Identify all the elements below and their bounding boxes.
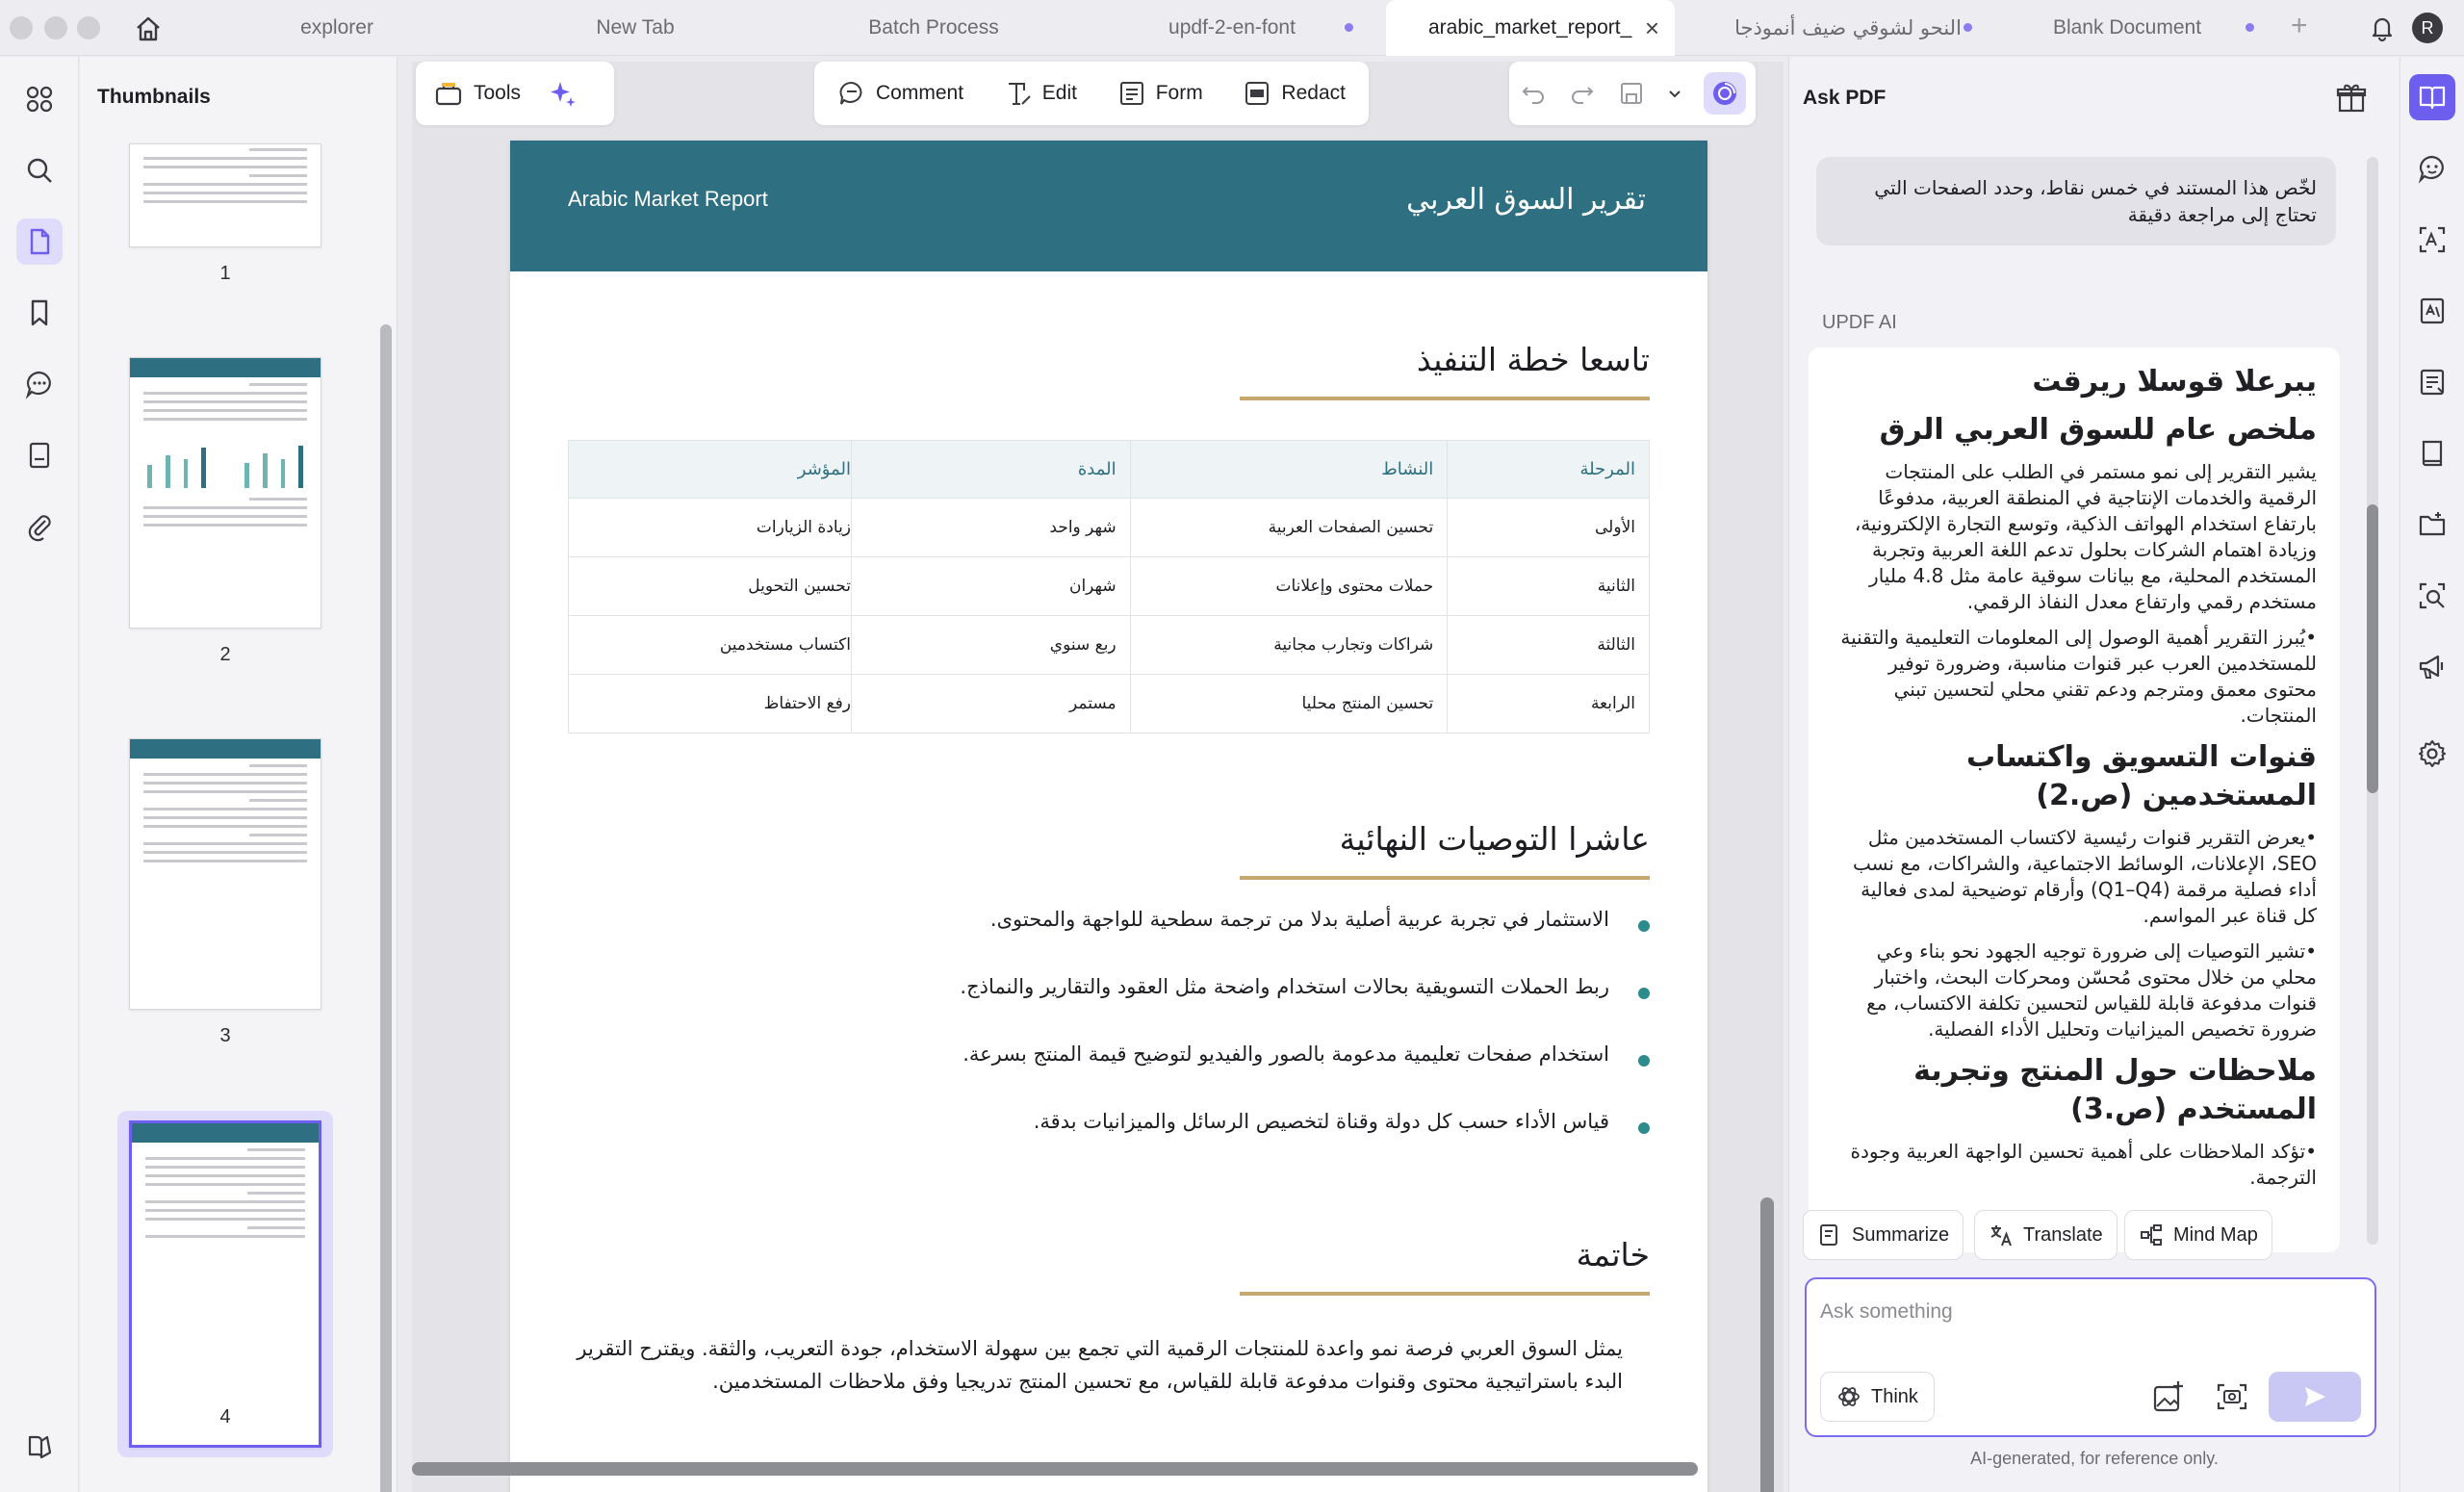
table-cell [569, 616, 852, 675]
left-tool-rail [0, 57, 79, 1492]
table-cell-text: زيادة الزيارات [756, 518, 852, 537]
list-item-text: استخدام صفحات تعليمية مدعومة بالصور والفيديو لتوضيح قيمة المنتج بسرعة. [962, 1042, 1609, 1066]
page-number-label: 4 [219, 1406, 231, 1428]
sparkle-icon [548, 78, 578, 109]
toolbox-icon [433, 78, 464, 109]
table-cell: شهر واحد [852, 499, 1131, 557]
ocr-icon [2417, 224, 2448, 255]
tab-label: arabic_market_report_ [1428, 16, 1632, 39]
scrollbar-thumb[interactable] [412, 1462, 1698, 1476]
close-tab-icon[interactable]: × [1644, 13, 1659, 42]
conclusion-paragraph: يمثل السوق العربي فرصة نمو واعدة للمنتجات الرقمية التي تجمع بين سهولة الاستخدام، جودة التعريب، والثقة. ويقترح التقرير البدء باستراتيجية محتوى وقنوات مدفوعة قابلة للقياس، مع تحسين المنتج تدريجيا وفق ملاحظات المستخدمين. [577, 1337, 1623, 1393]
summarize-icon [1817, 1222, 1842, 1248]
table-cell [569, 557, 852, 616]
heading-rule [1240, 1292, 1650, 1296]
gift-icon[interactable] [2334, 80, 2369, 115]
table-header-text: المؤشر [797, 459, 852, 479]
unsaved-dot-icon [1345, 23, 1353, 32]
thumbnails-button[interactable] [16, 219, 63, 265]
table-cell: الثالثة [1448, 616, 1650, 675]
table-header-cell: المرحلة [1448, 441, 1650, 499]
scan-search-icon [2417, 580, 2448, 611]
convert-button[interactable] [2409, 288, 2455, 334]
window-zoom-control[interactable] [77, 16, 100, 39]
response-paragraph: •تؤكد الملاحظات على أهمية تحسين الواجهة العربية وجودة الترجمة. [1850, 1140, 2317, 1189]
bullet-icon [1638, 988, 1650, 999]
thumbnails-panel [80, 57, 398, 1492]
form-icon [1117, 79, 1146, 108]
page-thumbnail-2[interactable] [129, 357, 321, 629]
tab-blank-document[interactable] [2031, 0, 2223, 56]
history-toolbar [1509, 62, 1756, 125]
ai-sender-label: UPDF AI [1822, 312, 1897, 333]
section-heading: خاتمة [1576, 1236, 1650, 1273]
right-tool-rail [2400, 57, 2464, 1492]
table-cell: تحسين الصفحات العربية [1130, 499, 1448, 557]
tools-label: Tools [474, 82, 522, 104]
list-item [880, 1020, 1650, 1088]
comment-icon [24, 369, 55, 399]
translate-label: Translate [2023, 1223, 2103, 1246]
heading-rule [1240, 876, 1650, 880]
window-close-control[interactable] [10, 16, 33, 39]
implementation-plan-table [568, 440, 1650, 733]
ask-input[interactable] [1820, 1293, 2359, 1331]
response-heading: يبرعلا قوسلا ريرقت [2032, 365, 2317, 399]
mind-map-icon [2139, 1222, 2164, 1248]
response-paragraph: •تشير التوصيات إلى ضرورة توجيه الجهود نحو بناء وعي محلي من خلال محتوى مُحسّن ومحركات البحث، واختبار قنوات مدفوعة قابلة للقياس لتحسين تكلفة الاكتساب، مع ضرورة تخصيص الميزانيات وتحليل الأداء الفصلية. [1866, 939, 2317, 1041]
response-paragraph: •يعرض التقرير قنوات رئيسية لاكتساب المستخدمين مثل SEO، الإعلانات، الوسائط الاجتماعية، والشراكات، مع نسب أداء فصلية مرقمة (Q1–Q4) وأرقام توضيحية لمدى فعالية كل قناة عبر المواسم. [1852, 826, 2317, 927]
bookmarks-button[interactable] [16, 290, 63, 336]
mind-map-label: Mind Map [2173, 1223, 2258, 1246]
ai-sparkle-button[interactable] [538, 78, 588, 109]
redact-button[interactable] [1225, 79, 1363, 108]
search-button[interactable] [16, 147, 63, 193]
window-minimize-control[interactable] [44, 16, 67, 39]
table-row [569, 557, 1650, 616]
section-heading: تاسعا خطة التنفيذ [1416, 341, 1650, 378]
tab-label: Batch Process [868, 16, 999, 39]
bullet-icon [1638, 920, 1650, 932]
list-item [880, 953, 1650, 1020]
scrollbar-thumb[interactable] [2367, 504, 2378, 793]
panel-title: Ask PDF [1803, 87, 1886, 109]
home-button[interactable] [129, 12, 167, 46]
form-button[interactable] [1100, 79, 1220, 108]
compress-button[interactable] [2409, 502, 2455, 548]
pages-icon [24, 226, 55, 257]
table-cell-text: رفع الاحتفاظ [763, 694, 852, 713]
table-cell [569, 499, 852, 557]
response-paragraph: •يُبرز التقرير أهمية الوصول إلى المعلومات التعليمية والتقنية للمستخدمين العرب عبر قنوات مناسبة، وضرورة توفير محتوى معمق ومترجم ودعم تقني محلي لتحسين تبني المنتجات. [1840, 626, 2317, 727]
ocr-button[interactable] [2409, 217, 2455, 263]
tab-bar [0, 0, 2464, 56]
tab-label: explorer [300, 16, 373, 39]
tab-label: Blank Document [2052, 16, 2202, 39]
report-title-arabic: تقرير السوق العربي [1406, 183, 1646, 217]
page-thumbnail-1[interactable] [129, 143, 321, 247]
ask-pdf-panel [1788, 57, 2399, 1492]
document-vertical-scrollbar[interactable] [1760, 139, 1774, 1492]
ai-chat-button[interactable] [2409, 145, 2455, 192]
think-label: Think [1871, 1385, 1918, 1407]
summarize-button[interactable] [1803, 1210, 1964, 1260]
response-paragraph: يشير التقرير إلى نمو مستمر في الطلب على المنتجات الرقمية والخدمات الإنتاجية في المنطقة العربية، مدفوعًا بارتفاع استخدام الهواتف الذكية، وتوسع التجارة الإلكترونية، وزيادة اهتمام الشركات بحلول تدعم اللغة العربية وتجربة المستخدم المحلية، مع بيانات سوقية عامة مثل 4.8 مليار مستخدم رقمي وارتفاع معدل النفاذ الرقمي. [1854, 460, 2317, 613]
edit-button[interactable] [987, 79, 1094, 108]
page-number-label: 1 [219, 263, 231, 284]
edit-modes-toolbar [814, 62, 1369, 125]
home-icon [133, 13, 164, 44]
comment-icon [837, 79, 866, 108]
table-row [569, 675, 1650, 733]
tab-label: updf-2-en-font [1168, 16, 1296, 39]
ask-pdf-button[interactable] [2409, 74, 2455, 120]
mind-map-button[interactable] [2124, 1210, 2272, 1260]
unsaved-dot-icon [1964, 23, 1972, 32]
pdf-page [510, 141, 1707, 1492]
table-row [569, 616, 1650, 675]
page-thumbnail-4[interactable] [129, 1120, 321, 1448]
organize-icon [2417, 367, 2448, 398]
send-button[interactable] [2269, 1372, 2361, 1422]
table-cell: شهران [852, 557, 1131, 616]
translate-icon [1989, 1222, 2014, 1248]
megaphone-icon [2417, 652, 2448, 682]
edit-label: Edit [1041, 82, 1077, 104]
chevron-down-icon[interactable] [1666, 85, 1683, 102]
think-toggle-button[interactable] [1820, 1372, 1935, 1422]
response-heading: قنوات التسويق واكتساب المستخدمين (ص.2) [1965, 740, 2317, 812]
recommendations-list [880, 886, 1650, 1155]
edit-text-icon [1004, 79, 1033, 108]
book-open-icon [24, 1431, 55, 1462]
list-item-text: الاستثمار في تجربة عربية أصلية بدلا من ترجمة سطحية للواجهة والمحتوى. [989, 908, 1609, 931]
heading-rule [1240, 397, 1650, 400]
apps-grid-button[interactable] [16, 76, 63, 122]
tab-arabic-market-report[interactable] [1386, 0, 1675, 56]
ai-response [1809, 347, 2340, 1252]
section-heading: عاشرا التوصيات النهائية [1339, 820, 1650, 858]
ai-assistant-icon[interactable] [1704, 72, 1746, 115]
redo-icon[interactable] [1568, 79, 1597, 108]
unsaved-dot-icon [2246, 23, 2254, 32]
report-header-band [510, 141, 1707, 271]
tab-arabic-grammar[interactable] [1713, 0, 1983, 56]
tab-label: New Tab [596, 16, 675, 39]
thumbnails-scrollbar[interactable] [380, 324, 392, 1492]
list-item-text: قياس الأداء حسب كل دولة وقناة لتخصيص الرسائل والميزانيات بدقة. [1033, 1110, 1609, 1133]
table-header-cell: المدة [852, 441, 1131, 499]
table-cell: شراكات وتجارب مجانية [1130, 616, 1448, 675]
save-icon[interactable] [1617, 79, 1646, 108]
table-cell: الثانية [1448, 557, 1650, 616]
convert-icon [2417, 296, 2448, 326]
page-tools-button[interactable] [16, 432, 63, 478]
chatbot-icon [2417, 153, 2448, 184]
table-cell [569, 675, 852, 733]
form-label: Form [1155, 82, 1203, 104]
table-cell: ربع سنوي [852, 616, 1131, 675]
sidebar-toggle-button[interactable] [16, 1424, 63, 1470]
redact-icon [1243, 79, 1271, 108]
document-viewer [412, 62, 1784, 1492]
page-thumbnail-3[interactable] [129, 738, 321, 1010]
document-icon [24, 440, 55, 471]
send-icon [2301, 1383, 2328, 1410]
organize-button[interactable] [2409, 359, 2455, 405]
thumbnails-title: Thumbnails [97, 86, 211, 108]
table-row [569, 499, 1650, 557]
scan-search-button[interactable] [2409, 573, 2455, 619]
response-heading: ملاحظات حول المنتج وتجربة المستخدم (ص.3) [1913, 1054, 2317, 1126]
add-image-icon[interactable] [2151, 1379, 2186, 1414]
atom-icon [1836, 1384, 1861, 1409]
response-heading: ملخص عام للسوق العربي الرق [1879, 413, 2317, 447]
tab-explorer[interactable] [241, 0, 433, 56]
grid-icon [24, 84, 55, 115]
bullet-icon [1638, 1055, 1650, 1067]
table-cell: تحسين المنتج محليا [1130, 675, 1448, 733]
tab-batch-process[interactable] [837, 0, 1030, 56]
scrollbar-thumb[interactable] [1760, 1197, 1774, 1492]
table-cell-text: اكتساب مستخدمين [719, 635, 852, 655]
bullet-icon [1638, 1122, 1650, 1134]
notification-bell-icon[interactable] [2368, 13, 2397, 42]
table-cell: الرابعة [1448, 675, 1650, 733]
book-ai-icon [2417, 82, 2448, 113]
page-number-label: 2 [219, 644, 231, 665]
ai-disclaimer: AI-generated, for reference only. [1970, 1449, 2219, 1468]
page-number-label: 3 [219, 1025, 231, 1046]
ask-input-box [1805, 1277, 2376, 1437]
tab-label: النحو لشوقي ضيف أنموذجا [1734, 16, 1962, 39]
table-cell: مستمر [852, 675, 1131, 733]
document-horizontal-scrollbar[interactable] [412, 1462, 1759, 1476]
tools-button[interactable] [416, 78, 538, 109]
book-icon [2417, 438, 2448, 469]
summarize-label: Summarize [1852, 1223, 1950, 1246]
table-header-cell: النشاط [1130, 441, 1448, 499]
search-icon [24, 155, 55, 186]
new-tab-plus-icon[interactable]: + [2291, 10, 2308, 41]
paperclip-icon [24, 511, 55, 542]
table-cell: حملات محتوى وإعلانات [1130, 557, 1448, 616]
translate-button[interactable] [1974, 1210, 2118, 1260]
table-cell: الأولى [1448, 499, 1650, 557]
list-item [880, 886, 1650, 953]
report-title-english: Arabic Market Report [568, 187, 768, 211]
reader-button[interactable] [2409, 430, 2455, 476]
comment-button[interactable] [820, 79, 981, 108]
table-header-cell [569, 441, 852, 499]
gear-icon [2417, 738, 2448, 769]
attachments-button[interactable] [16, 503, 63, 550]
undo-icon[interactable] [1519, 79, 1548, 108]
folder-plus-icon [2417, 509, 2448, 540]
settings-button[interactable] [2409, 731, 2455, 777]
avatar[interactable]: R [2412, 13, 2443, 43]
comments-button[interactable] [16, 361, 63, 407]
present-button[interactable] [2409, 644, 2455, 690]
screenshot-icon[interactable] [2215, 1379, 2249, 1414]
bookmark-icon [24, 297, 55, 328]
list-item-text: ربط الحملات التسويقية بحالات استخدام واضحة مثل العقود والتقارير والنماذج. [960, 975, 1609, 998]
tab-new-tab[interactable] [539, 0, 732, 56]
redact-label: Redact [1281, 82, 1346, 104]
user-message-bubble: لخّص هذا المستند في خمس نقاط، وحدد الصفحات التي تحتاج إلى مراجعة دقيقة [1816, 157, 2336, 245]
table-cell-text: تحسين التحويل [748, 577, 852, 596]
list-item [880, 1088, 1650, 1155]
comment-label: Comment [876, 82, 964, 104]
table-header-row [569, 441, 1650, 499]
tab-updf-2-en-font[interactable] [1116, 0, 1348, 56]
tools-toolbar [416, 62, 614, 125]
